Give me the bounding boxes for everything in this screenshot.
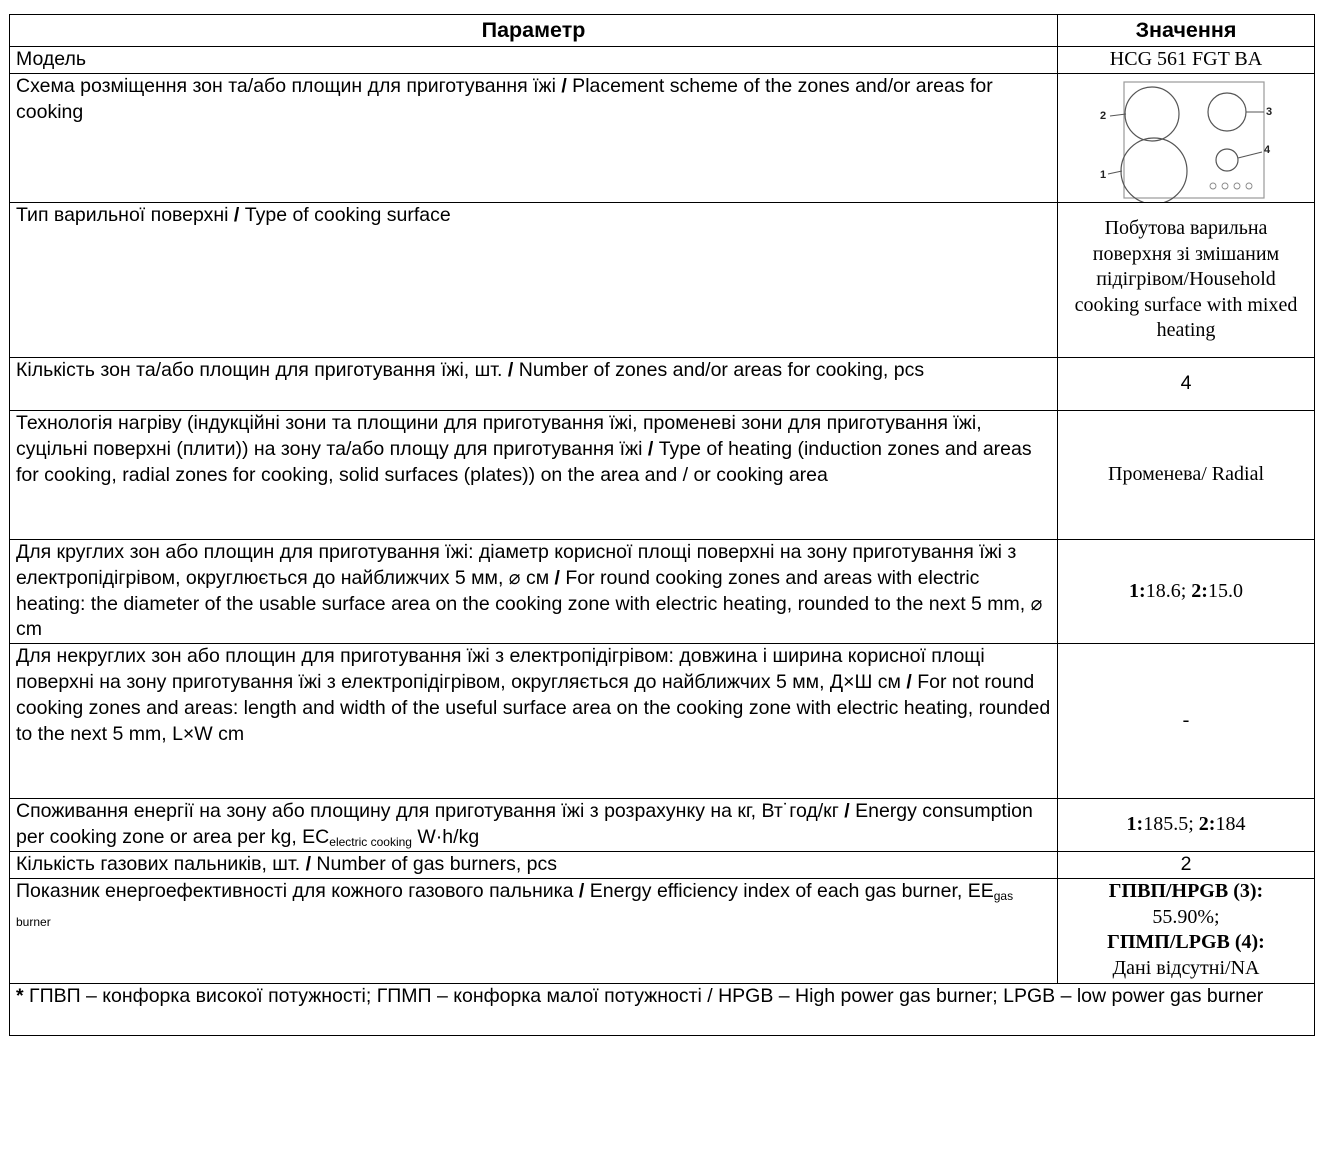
param-cell [10, 644, 1058, 799]
param-cell [10, 358, 1058, 411]
param-text: Модель [16, 48, 86, 70]
separator: / [305, 852, 311, 875]
zone-label: 1 [1100, 169, 1107, 181]
control-knob [1222, 183, 1228, 189]
control-knob [1210, 183, 1216, 189]
param-cell [10, 851, 1058, 878]
hpgb-label: ГПВП/HPGB (3): [1108, 879, 1264, 902]
footnote-cell [10, 983, 1315, 1035]
value-cell [1058, 540, 1315, 644]
param-cell [10, 540, 1058, 644]
value-cell: Променева/ Radial [1058, 411, 1315, 540]
param-en: Energy efficiency index of each gas burner, EE [584, 879, 994, 902]
value-cell: 2 [1058, 851, 1315, 878]
param-cell [10, 47, 1058, 74]
hpgb-value: 55.90%; [1152, 905, 1220, 928]
separator: / [507, 359, 514, 381]
param-cell [10, 411, 1058, 540]
zone-1-diameter: 18.6; [1145, 579, 1192, 602]
zone-label: 3 [1266, 106, 1273, 118]
separator: / [647, 437, 654, 460]
placement-scheme-diagram [1096, 78, 1276, 202]
spec-table [9, 14, 1315, 1036]
separator: / [233, 204, 240, 226]
zone-1-energy: 185.5; [1143, 813, 1199, 836]
value-cell: - [1058, 644, 1315, 799]
param-uk: Тип варильної поверхні [16, 204, 234, 226]
param-cell [10, 878, 1058, 983]
table-row [10, 358, 1315, 411]
footnote-star: * [16, 984, 24, 1007]
table-row [10, 411, 1315, 540]
param-cell [10, 799, 1058, 852]
control-knob [1246, 183, 1252, 189]
zone-2-label: 2: [1191, 579, 1208, 602]
table-row [10, 74, 1315, 203]
separator: / [578, 879, 585, 902]
lpgb-value: Дані відсутні/NA [1112, 957, 1260, 980]
table-row [10, 878, 1315, 983]
table-row [10, 799, 1315, 852]
param-en: Energy consumption per cooking zone or area per kg, EC [16, 800, 1033, 848]
param-tail: W·h/kg [411, 825, 480, 848]
value-cell [1058, 74, 1315, 203]
param-uk: Для круглих зон або площин для приготування їжі: діаметр корисної площі поверхні на зону приготування їжі з електропідігрівом, округлюється до найближчих 5 мм, ⌀ см [16, 541, 1017, 589]
footnote-row [10, 983, 1315, 1035]
zone-2-circle [1125, 87, 1179, 141]
header-row [10, 15, 1315, 47]
value-cell: HCG 561 FGT BA [1058, 47, 1315, 74]
zone-label: 2 [1100, 110, 1107, 122]
param-cell [10, 203, 1058, 358]
separator: / [554, 566, 560, 589]
zone-3-circle [1208, 93, 1246, 131]
param-uk: Технологія нагріву (індукційні зони та площини для приготування їжі, променеві зони для приготування їжі, суцільні поверхні (плити)) на зону та/або площу для приготування їжі [16, 412, 982, 460]
param-en: Number of zones and/or areas for cooking, pcs [513, 359, 925, 381]
param-uk: Споживання енергії на зону або площину для приготування їжі з розрахунку на кг, Вт˙год/кг [16, 800, 845, 823]
param-en: Placement scheme of the zones and/or areas for cooking [16, 75, 993, 123]
param-subscript: electric cooking [329, 834, 412, 849]
param-uk: Схема розміщення зон та/або площин для приготування їжі [16, 75, 562, 97]
separator: / [906, 670, 912, 693]
header-value: Значення [1058, 15, 1315, 47]
value-cell [1058, 878, 1315, 983]
control-knob [1234, 183, 1240, 189]
param-en: Type of cooking surface [239, 204, 451, 226]
table-row [10, 644, 1315, 799]
zone-1-label: 1: [1129, 579, 1146, 602]
footnote-text: ГПВП – конфорка високої потужності; ГПМП – конфорка малої потужності / HPGB – High power gas burner; LPGB – low power gas burner [23, 984, 1264, 1007]
param-en: For not round cooking zones and areas: length and width of the useful surface area on the cooking zone with electric heating, rounded to the next 5 mm, L×W cm [16, 670, 1051, 745]
separator: / [844, 800, 850, 823]
zone-label: 4 [1264, 144, 1271, 156]
param-subscript: gas burner [16, 888, 1014, 929]
table-row [10, 540, 1315, 644]
param-uk: Кількість зон та/або площин для приготування їжі, шт. [16, 359, 508, 381]
separator: / [561, 75, 567, 97]
lpgb-label: ГПМП/LPGB (4): [1107, 931, 1265, 954]
param-uk: Показник енергоефективності для кожного газового пальника [16, 879, 579, 902]
param-en: Type of heating (induction zones and areas for cooking, radial zones for cooking, solid surfaces (plates)) on the area and / or cooking area [16, 437, 1032, 486]
zone-2-energy: 184 [1215, 813, 1246, 836]
zone-4-circle [1216, 149, 1238, 171]
zone-1-circle [1121, 138, 1187, 202]
param-en: Number of gas burners, pcs [310, 852, 558, 875]
param-cell [10, 74, 1058, 203]
table-row [10, 851, 1315, 878]
param-en: For round cooking zones and areas with electric heating: the diameter of the usable surface area on the cooking zone with electric heating, rounded to the next 5 mm, ⌀ cm [16, 566, 1043, 641]
param-uk: Для некруглих зон або площин для приготування їжі з електропідігрівом: довжина і ширина корисної площі поверхні на зону приготування їжі з електропідігрівом, округляється до найближчих 5 мм, Д×Ш см [16, 645, 985, 693]
table-row [10, 203, 1315, 358]
zone-2-diameter: 15.0 [1207, 579, 1243, 602]
value-cell: 4 [1058, 358, 1315, 411]
table-row [10, 47, 1315, 74]
zone-2-label: 2: [1198, 813, 1216, 836]
header-param: Параметр [10, 15, 1058, 47]
param-uk: Кількість газових пальників, шт. [16, 852, 306, 875]
value-cell [1058, 799, 1315, 852]
zone-1-label: 1: [1126, 813, 1144, 836]
value-cell: Побутова варильна поверхня зі змішаним підігрівом/Household cooking surface with mixed heating [1058, 203, 1315, 358]
